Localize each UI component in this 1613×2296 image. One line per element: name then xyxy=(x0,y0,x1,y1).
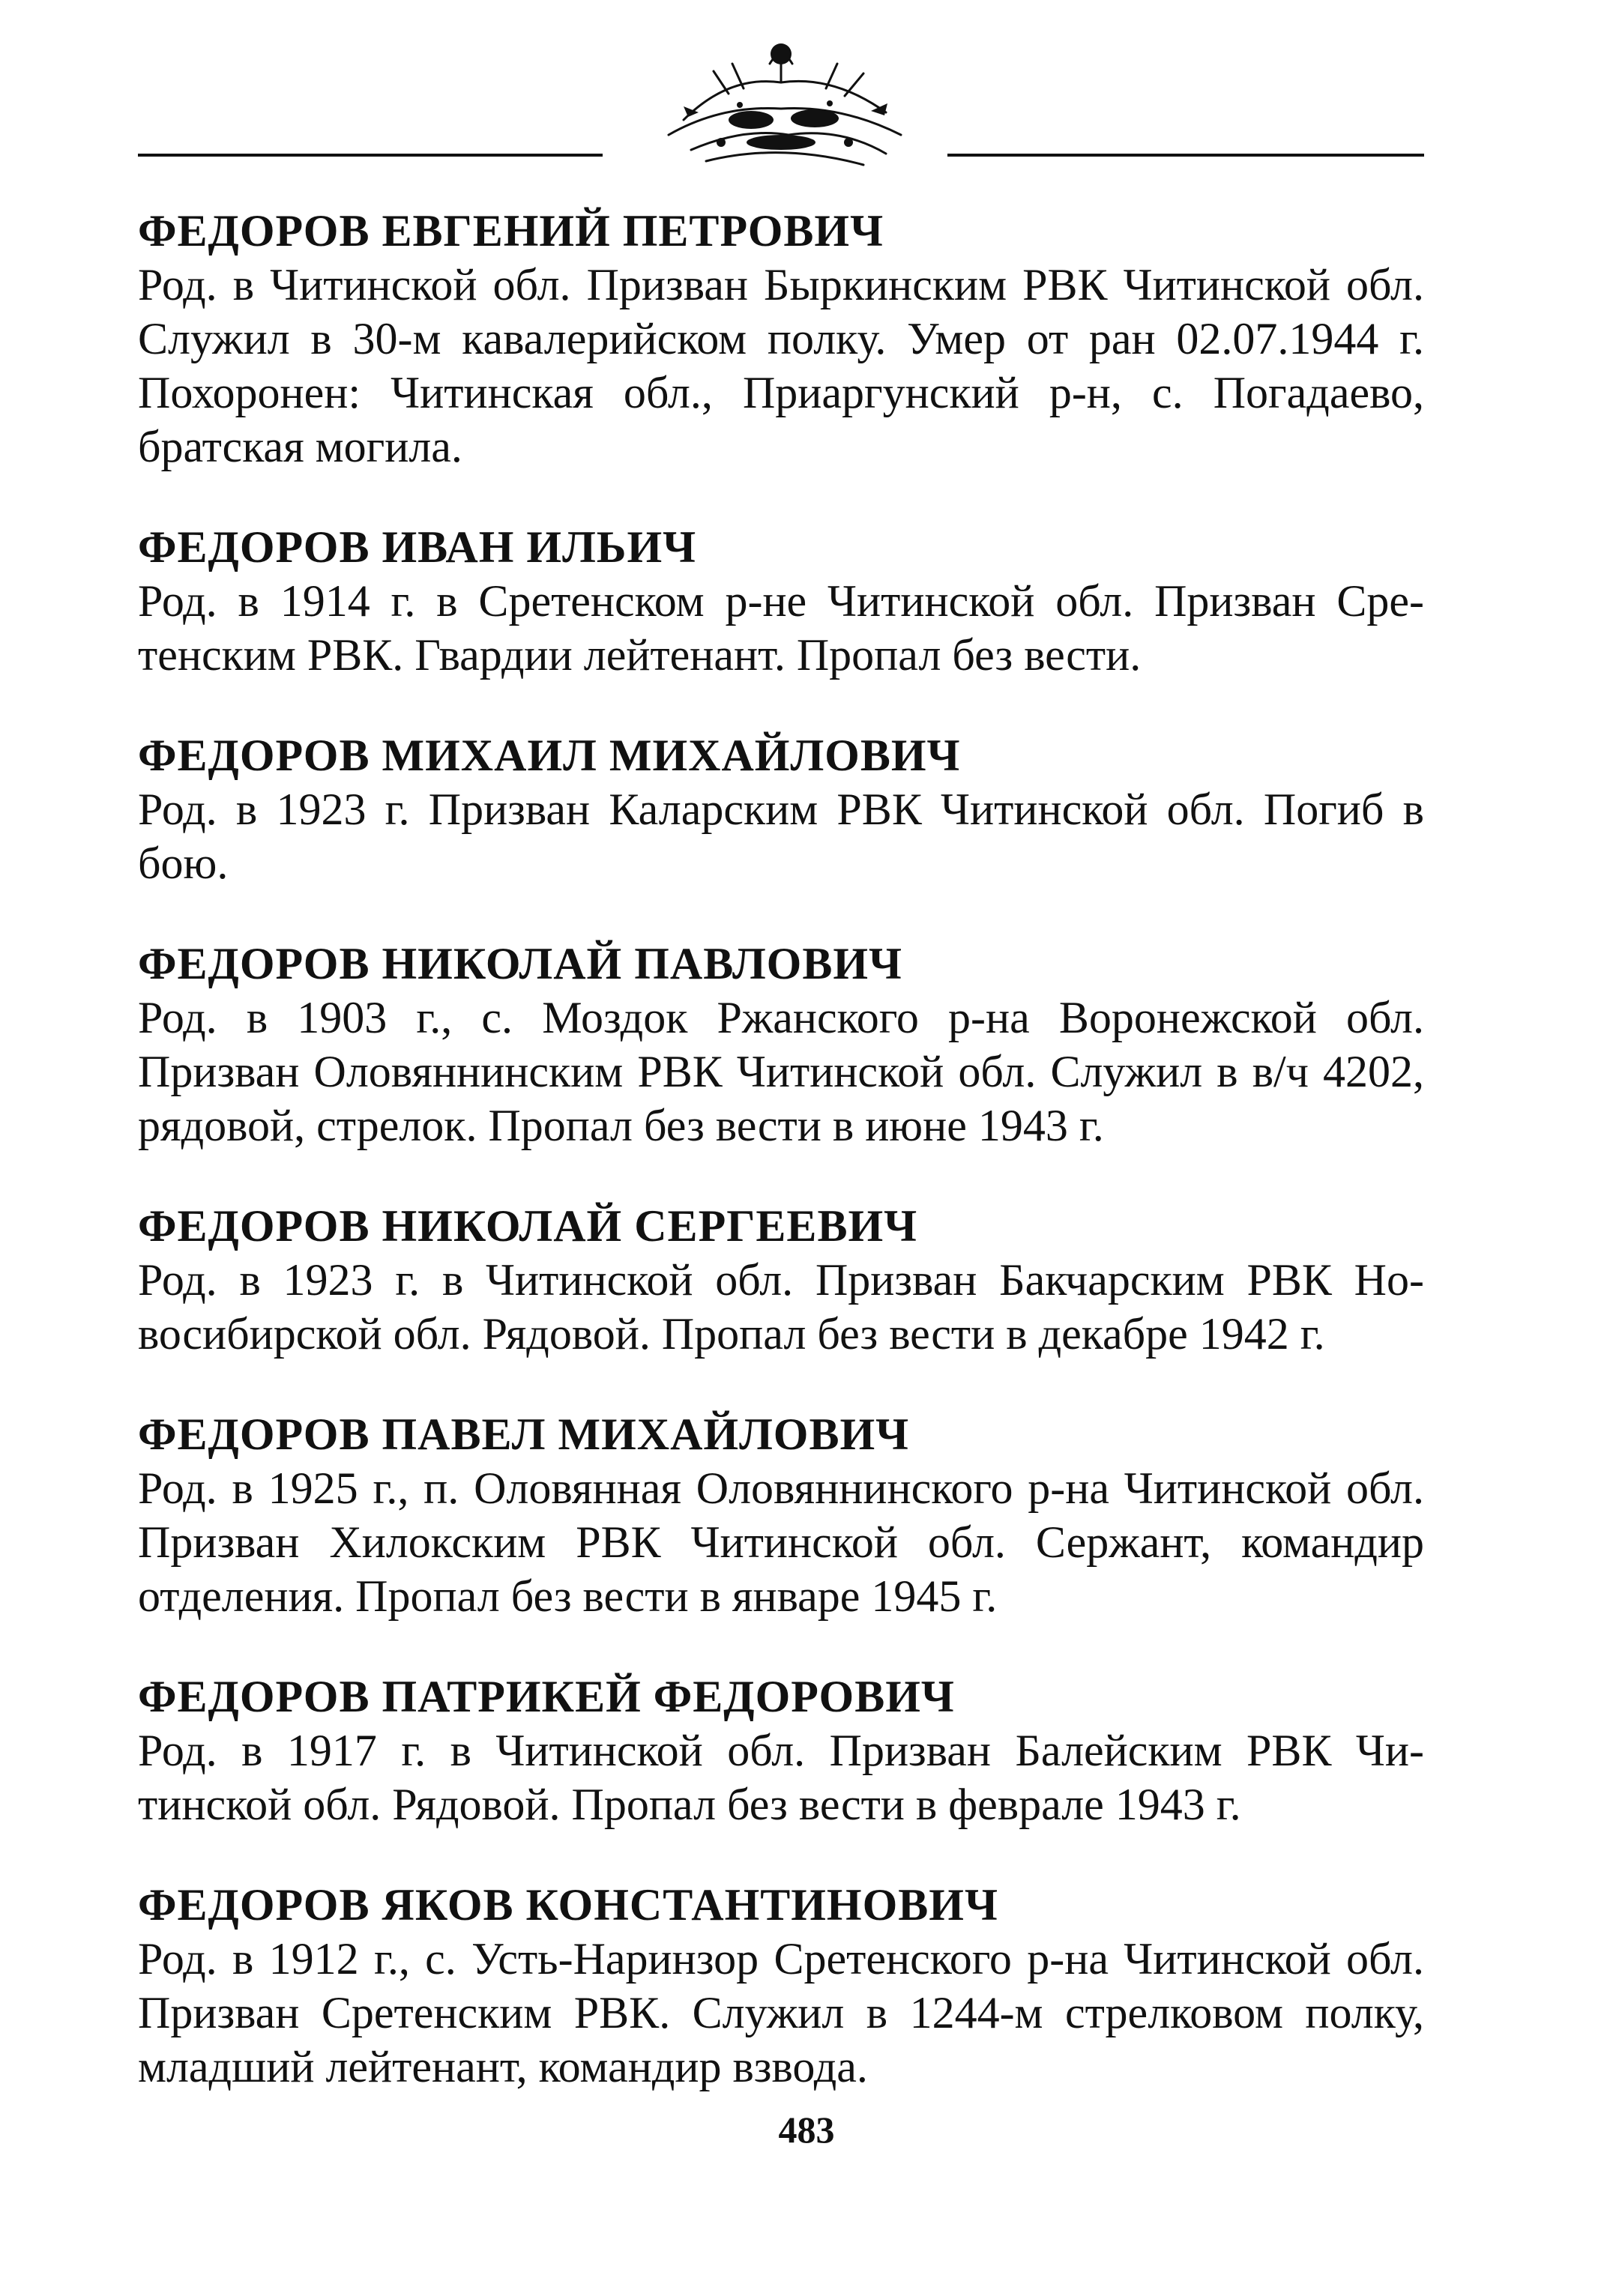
page-header xyxy=(138,30,1424,180)
entry-name: ФЕДОРОВ МИХАИЛ МИХАЙЛОВИЧ xyxy=(138,731,961,780)
entry xyxy=(138,520,1424,682)
entry-text: Род. в 1914 г. в Сретенском р-не Читинской обл. Призван Сретенским РВК. Гвардии лейтенант. Пропал без вести. xyxy=(138,576,1424,680)
entry-text: Род. в 1903 г., с. Моздок Ржанского р-на Воронежской обл. Призван Оловяннинским РВК Читинской обл. Служил в в/ч 4202, рядовой, стрелок. Пропал без вести в июне 1943 г. xyxy=(138,993,1424,1150)
entry-text: Род. в Читинской обл. Призван Быркинским РВК Читинской обл. Служил в 30-м кавалерийском полку. Умер от ран 02.07.1944 г. Похоронен: Читинская обл., Приаргунский р-н, с. Погадаево, братская могила. xyxy=(138,260,1424,471)
entry xyxy=(138,1407,1424,1623)
entry xyxy=(138,1670,1424,1831)
entry-name: ФЕДОРОВ ЯКОВ КОНСТАНТИНОВИЧ xyxy=(138,1880,998,1930)
entry xyxy=(138,728,1424,890)
entry-name: ФЕДОРОВ ПАТРИКЕЙ ФЕДОРОВИЧ xyxy=(138,1672,955,1721)
entry xyxy=(138,1199,1424,1361)
decorative-vignette-icon xyxy=(639,30,931,180)
entry xyxy=(138,1878,1424,2094)
page-number: 483 xyxy=(778,2109,835,2151)
entry-name: ФЕДОРОВ ПАВЕЛ МИХАЙЛОВИЧ xyxy=(138,1410,910,1459)
entry-text: Род. в 1912 г., с. Усть-Наринзор Сретенского р-на Читинской обл. Призван Сретенским РВК. Служил в 1244-м стрелковом полку, младший лейтенант, командир взвода. xyxy=(138,1934,1424,2091)
entries-list xyxy=(138,204,1424,2140)
header-rule-left xyxy=(138,154,603,157)
entry-name: ФЕДОРОВ ИВАН ИЛЬИЧ xyxy=(138,522,697,572)
header-rule-right xyxy=(947,154,1424,157)
entry xyxy=(138,937,1424,1152)
entry-name: ФЕДОРОВ НИКОЛАЙ ПАВЛОВИЧ xyxy=(138,939,903,988)
entry-name: ФЕДОРОВ ЕВГЕНИЙ ПЕТРОВИЧ xyxy=(138,206,884,256)
entry-name: ФЕДОРОВ НИКОЛАЙ СЕРГЕЕВИЧ xyxy=(138,1201,918,1251)
entry-text: Род. в 1923 г. Призван Каларским РВК Читинской обл. Погиб в бою. xyxy=(138,785,1424,888)
entry-text: Род. в 1917 г. в Читинской обл. Призван Балейским РВК Читинской обл. Рядовой. Пропал без вести в феврале 1943 г. xyxy=(138,1726,1424,1829)
entry-text: Род. в 1925 г., п. Оловянная Оловяннинского р-на Читинской обл. Призван Хилокским РВК Читинской обл. Сержант, командир отделения. Пропал без вести в январе 1945 г. xyxy=(138,1463,1424,1621)
entry-text: Род. в 1923 г. в Читинской обл. Призван Бакчарским РВК Новосибирской обл. Рядовой. Пропал без вести в декабре 1942 г. xyxy=(138,1255,1424,1359)
entry xyxy=(138,204,1424,474)
